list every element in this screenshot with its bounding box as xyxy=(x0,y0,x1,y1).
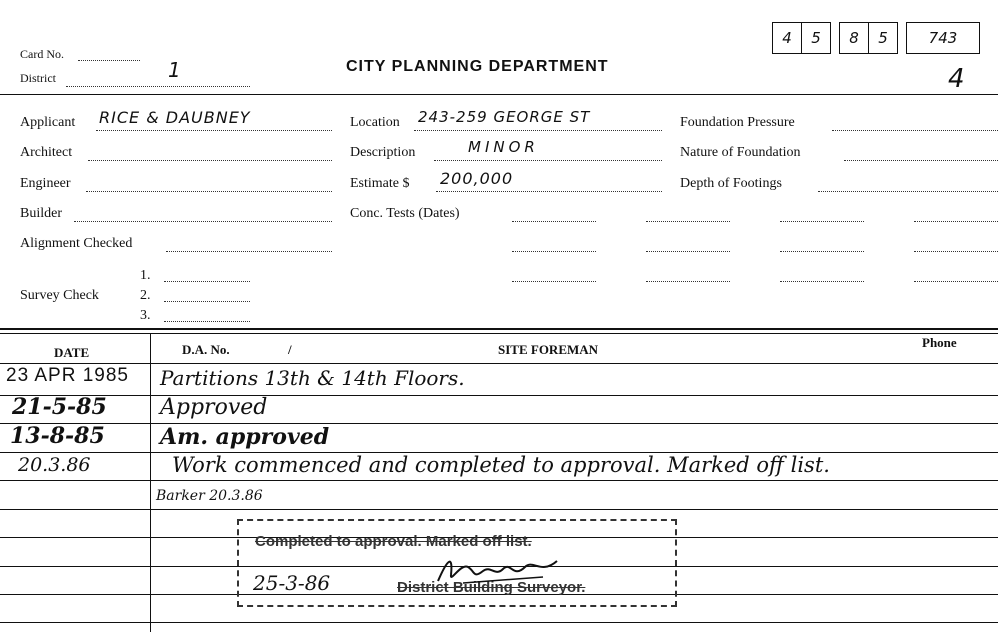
signature-icon xyxy=(433,553,563,589)
estimate-line xyxy=(436,191,662,192)
district-label: District xyxy=(20,71,56,85)
card-number-box-2: 5 xyxy=(801,22,831,54)
col-header-da-no: D.A. No. xyxy=(182,342,230,357)
survey-num-1: 1. xyxy=(140,268,151,283)
table-row-date: 23 APR 1985 xyxy=(6,365,129,386)
alignment-line xyxy=(166,251,332,252)
table-top-rule xyxy=(0,328,998,330)
table-row-rule xyxy=(0,395,998,396)
card-no-label: Card No. xyxy=(20,47,64,61)
col-header-site-foreman: SITE FOREMAN xyxy=(498,342,599,357)
description-line xyxy=(434,160,662,161)
table-row-rule xyxy=(0,480,998,481)
applicant-line xyxy=(96,130,332,131)
foundation-pressure-label: Foundation Pressure xyxy=(680,115,795,130)
survey-num-3: 3. xyxy=(140,308,151,323)
district-line xyxy=(66,86,250,87)
survey-line-2 xyxy=(164,301,250,302)
stamp-title: District Building Surveyor. xyxy=(397,579,586,596)
conc-test-line xyxy=(512,221,596,222)
table-row-entry: Partitions 13th & 14th Floors. xyxy=(160,366,465,390)
foundation-pressure-line xyxy=(832,130,998,131)
table-row-entry: Approved xyxy=(160,395,268,420)
location-line xyxy=(414,130,662,131)
applicant-label: Applicant xyxy=(20,115,76,130)
survey-line-3 xyxy=(164,321,250,322)
estimate-value: 200,000 xyxy=(440,169,514,188)
description-value: MINOR xyxy=(468,138,539,156)
depth-footings-label: Depth of Footings xyxy=(680,176,782,191)
conc-test-line xyxy=(780,281,864,282)
conc-test-line xyxy=(646,251,730,252)
conc-tests-label: Conc. Tests (Dates) xyxy=(350,206,460,221)
approval-stamp xyxy=(237,519,677,607)
conc-test-line xyxy=(780,251,864,252)
card-number-box-4: 5 xyxy=(868,22,898,54)
table-row-rule xyxy=(0,509,998,510)
builder-line xyxy=(74,221,332,222)
location-label: Location xyxy=(350,115,400,130)
table-row-entry: Am. approved xyxy=(160,424,330,450)
signoff: Barker 20.3.86 xyxy=(156,488,263,504)
table-header-rule xyxy=(0,363,998,364)
location-value: 243-259 GEORGE ST xyxy=(418,108,591,126)
col-header-phone: Phone xyxy=(922,335,957,350)
engineer-line xyxy=(86,191,332,192)
engineer-label: Engineer xyxy=(20,176,71,191)
table-row-entry: Work commenced and completed to approval. Marked off list. xyxy=(172,453,830,477)
conc-test-line xyxy=(512,251,596,252)
stamp-completed-text: Completed to approval. Marked off list. xyxy=(255,533,532,550)
builder-label: Builder xyxy=(20,206,62,221)
conc-test-line xyxy=(914,221,998,222)
description-label: Description xyxy=(350,145,416,160)
conc-test-line xyxy=(780,221,864,222)
card-number-box-5: 743 xyxy=(906,22,980,54)
card-no-line xyxy=(78,60,140,61)
table-row-date: 21-5-85 xyxy=(12,394,107,420)
card-suffix: 4 xyxy=(948,64,966,94)
page-title: CITY PLANNING DEPARTMENT xyxy=(346,58,609,75)
applicant-value: RICE & DAUBNEY xyxy=(99,108,251,127)
nature-foundation-label: Nature of Foundation xyxy=(680,145,801,160)
table-row-date: 20.3.86 xyxy=(18,454,91,476)
survey-num-2: 2. xyxy=(140,288,151,303)
stamp-date: 25-3-86 xyxy=(253,571,331,595)
table-row-date: 13-8-85 xyxy=(10,423,105,449)
district-value: 1 xyxy=(168,58,182,82)
conc-test-line xyxy=(512,281,596,282)
col-header-da-slash: / xyxy=(288,342,292,357)
survey-line-1 xyxy=(164,281,250,282)
conc-test-line xyxy=(914,251,998,252)
table-row-rule xyxy=(0,622,998,623)
table-row-rule xyxy=(0,423,998,424)
header-rule xyxy=(0,94,998,95)
alignment-label: Alignment Checked xyxy=(20,236,133,251)
card-number-box-1: 4 xyxy=(772,22,802,54)
conc-test-line xyxy=(646,281,730,282)
conc-test-line xyxy=(646,221,730,222)
estimate-label: Estimate $ xyxy=(350,176,410,191)
depth-footings-line xyxy=(818,191,998,192)
architect-line xyxy=(88,160,332,161)
survey-check-label: Survey Check xyxy=(20,288,99,303)
col-header-date: DATE xyxy=(54,345,90,360)
nature-foundation-line xyxy=(844,160,998,161)
card-number-box-3: 8 xyxy=(839,22,869,54)
table-column-divider xyxy=(150,333,151,632)
conc-test-line xyxy=(914,281,998,282)
architect-label: Architect xyxy=(20,145,73,160)
